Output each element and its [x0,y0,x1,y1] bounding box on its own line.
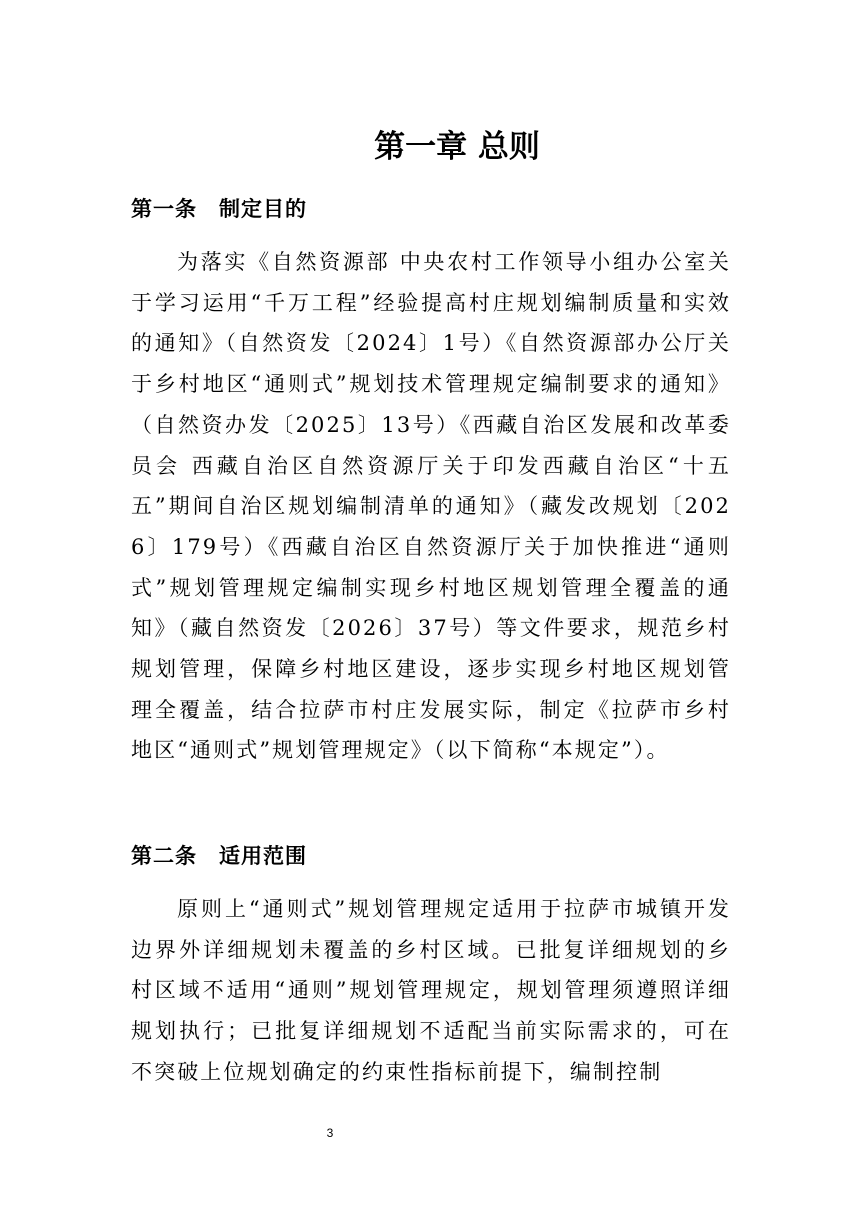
page-number: 3 [326,1126,334,1140]
article-body-1: 为落实《自然资源部 中央农村工作领导小组办公室关于学习运用“千万工程”经验提高村庄规划编制质量和实效的通知》（自然资发〔2024〕1号）《自然资源部办公厅关于乡村地区“通则式”规划技术管理规定编制要求的通知》（自然资办发〔2025〕13号）《西藏自治区发展和改革委员会 西藏自治区自然资源厅关于印发西藏自治区“十五五”期间自治区规划编制清单的通知》（藏发改规划〔2026〕179号）《西藏自治区自然资源厅关于加快推进“通则式”规划管理规定编制实现乡村地区规划管理全覆盖的通知》（藏自然资发〔2026〕37号）等文件要求，规范乡村规划管理，保障乡村地区建设，逐步实现乡村地区规划管理全覆盖，结合拉萨市村庄发展实际，制定《拉萨市乡村地区“通则式”规划管理规定》（以下简称“本规定”）。 [131,250,731,763]
article-title-1: 制定目的 [219,197,307,221]
article-number-2: 第二条 [131,844,197,868]
article-title-2: 适用范围 [219,844,307,868]
article-number-1: 第一条 [131,197,197,221]
article-heading-1 [131,191,731,227]
chapter-title: 第一章 总则 [374,129,540,165]
article-heading-2 [131,838,731,874]
article-body-2: 原则上“通则式”规划管理规定适用于拉萨市城镇开发边界外详细规划未覆盖的乡村区域。已批复详细规划的乡村区域不适用“通则”规划管理规定，规划管理须遵照详细规划执行；已批复详细规划不适配当前实际需求的，可在不突破上位规划确定的约束性指标前提下，编制控制 [131,897,731,1084]
